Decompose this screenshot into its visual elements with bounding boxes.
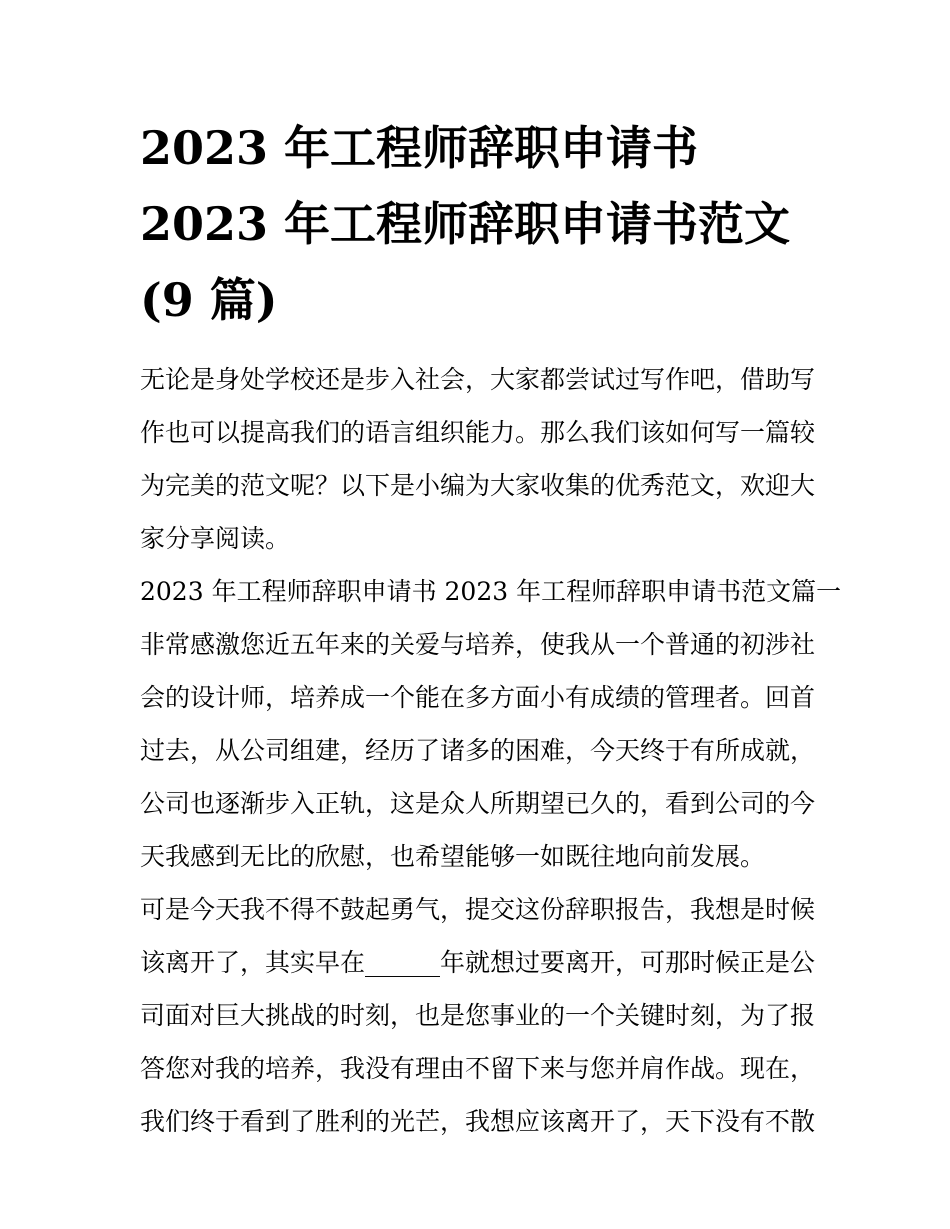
document-title <box>140 110 820 338</box>
section-heading <box>140 565 842 618</box>
body-paragraph-1-line-4: 公司也逐渐步入正轨，这是众人所期望已久的，看到公司的今 <box>140 789 816 818</box>
body-paragraph-2-line-4: 答您对我的培养，我没有理由不留下来与您并肩作战。现在， <box>140 1054 816 1083</box>
document-body <box>140 353 842 1148</box>
body-paragraph-1 <box>140 618 820 883</box>
body-paragraph-2 <box>140 883 820 1148</box>
title-line-1: 2023 年工程师辞职申请书 <box>140 121 699 175</box>
body-paragraph-1-line-2: 会的设计师，培养成一个能在多方面小有成绩的管理者。回首 <box>140 683 816 712</box>
body-paragraph-1-line-1: 非常感激您近五年来的关爱与培养，使我从一个普通的初涉社 <box>140 630 816 659</box>
intro-paragraph <box>140 353 820 565</box>
title-line-2: 2023 年工程师辞职申请书范文 <box>140 197 791 251</box>
intro-line-1: 无论是身处学校还是步入社会，大家都尝试过写作吧，借助写 <box>140 365 816 394</box>
section-heading-line: 2023 年工程师辞职申请书 2023 年工程师辞职申请书范文篇一 <box>140 577 842 606</box>
body-paragraph-2-line-3: 司面对巨大挑战的时刻，也是您事业的一个关键时刻，为了报 <box>140 1001 816 1030</box>
body-paragraph-2-line-1: 可是今天我不得不鼓起勇气，提交这份辞职报告，我想是时候 <box>140 895 816 924</box>
body-paragraph-2-line-2: 该离开了，其实早在______年就想过要离开，可那时候正是公 <box>140 948 816 977</box>
body-paragraph-1-line-3: 过去，从公司组建，经历了诸多的困难，今天终于有所成就， <box>140 736 816 765</box>
body-paragraph-2-line-5: 我们终于看到了胜利的光芒，我想应该离开了，天下没有不散 <box>140 1107 816 1136</box>
intro-line-3: 为完美的范文呢？以下是小编为大家收集的优秀范文，欢迎大 <box>140 471 816 500</box>
intro-line-2: 作也可以提高我们的语言组织能力。那么我们该如何写一篇较 <box>140 418 816 447</box>
intro-line-4: 家分享阅读。 <box>140 524 291 553</box>
body-paragraph-1-line-5: 天我感到无比的欣慰，也希望能够一如既往地向前发展。 <box>140 842 766 871</box>
title-line-3: (9 篇) <box>140 273 278 327</box>
